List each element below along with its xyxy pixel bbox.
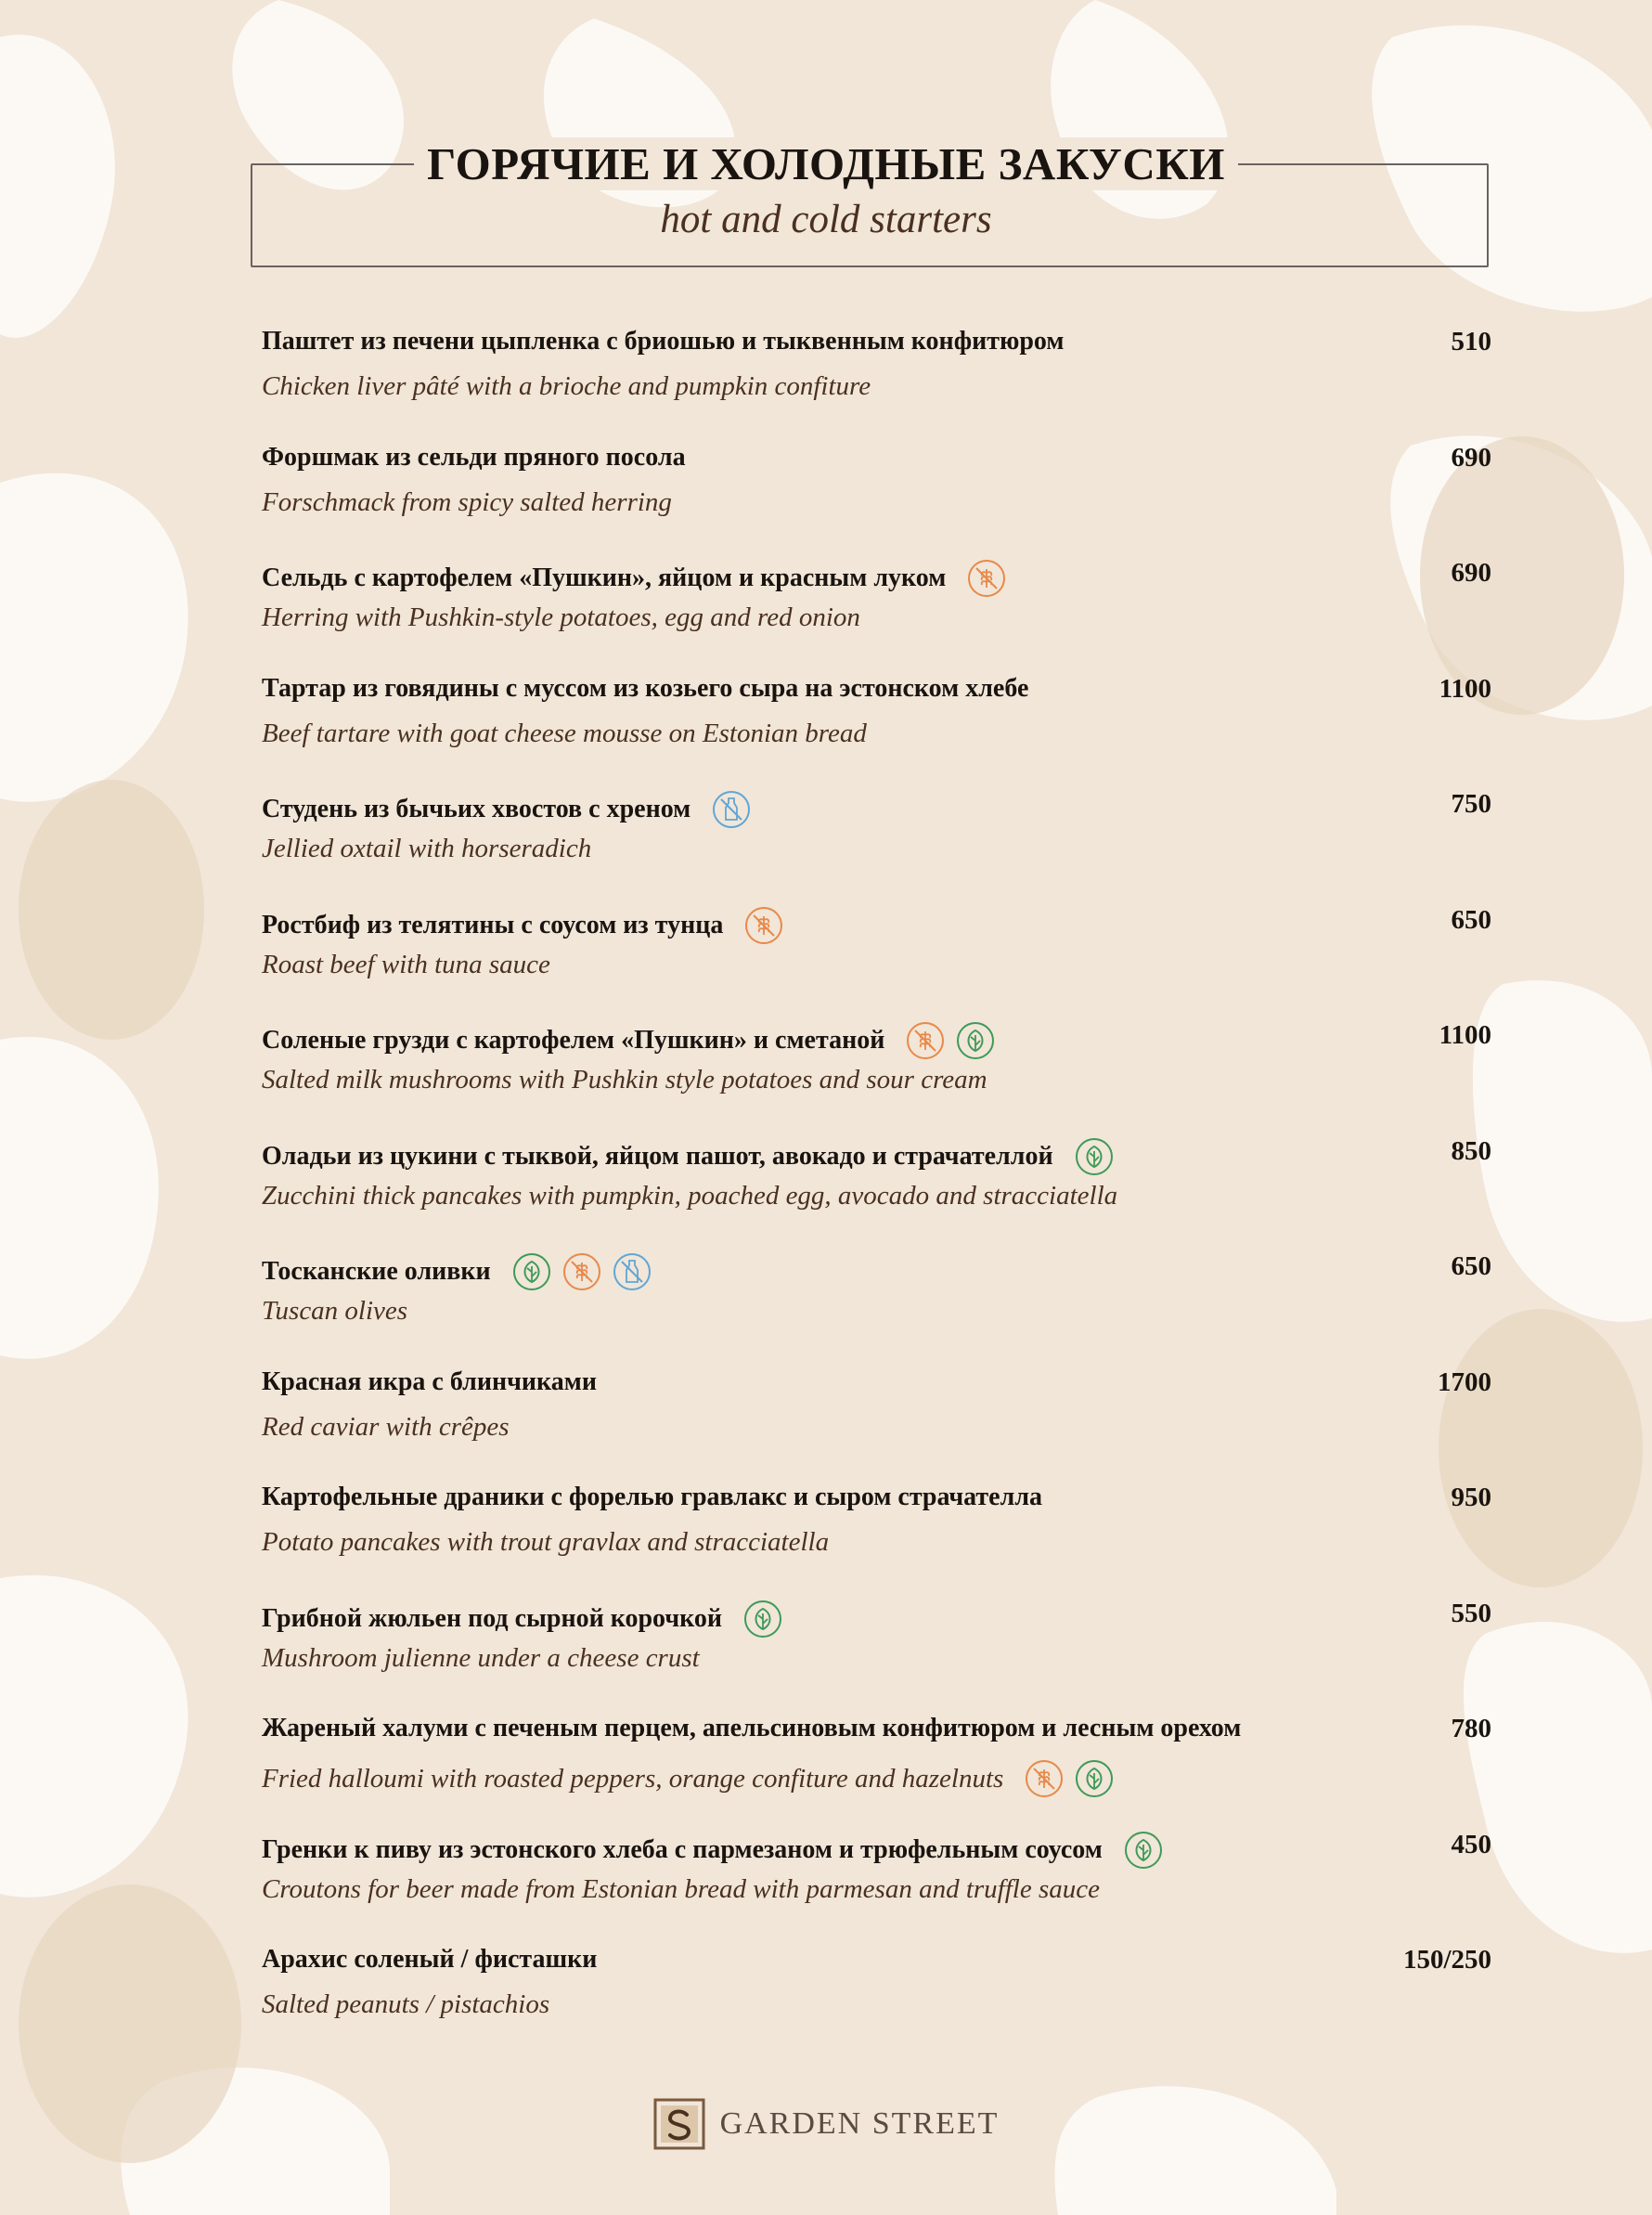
garden-street-logo-icon: [653, 2098, 705, 2150]
vegetarian-icon: [1123, 1830, 1164, 1871]
gluten-free-icon: [561, 1251, 602, 1292]
menu-item-price: 150/250: [1402, 1945, 1491, 1975]
menu-item-price: 650: [1451, 905, 1491, 935]
menu-item-description: [262, 1412, 510, 1443]
menu-item-name-ru: Студень из бычьих хвостов с хреном: [262, 795, 691, 823]
menu-item-price: 750: [1451, 789, 1491, 819]
menu-item-name-en: Mushroom julienne under a cheese crust: [262, 1643, 700, 1673]
menu-item-name-en: Salted milk mushrooms with Pushkin style potatoes and sour cream: [262, 1065, 987, 1095]
vegetarian-icon: [1074, 1758, 1115, 1799]
menu-item-name-en: Red caviar with crêpes: [262, 1412, 510, 1442]
menu-item-description: [262, 1758, 1115, 1799]
brand-name: GARDEN STREET: [719, 2106, 1000, 2141]
menu-item-name-en: Beef tartare with goat cheese mousse on Estonian bread: [262, 719, 867, 748]
menu-item-price: 950: [1451, 1483, 1491, 1512]
menu-item-name: [262, 327, 1064, 356]
lactose-free-icon: [711, 789, 752, 830]
menu-item-name-ru: Соленые грузди с картофелем «Пушкин» и сметаной: [262, 1026, 885, 1055]
menu-item-name-en: Croutons for beer made from Estonian bread with parmesan and truffle sauce: [262, 1874, 1100, 1904]
menu-item-description: [262, 1527, 829, 1558]
menu-item-name-en: Potato pancakes with trout gravlax and stracciatella: [262, 1527, 830, 1557]
menu-item-name-ru: Картофельные драники с форелью гравлакс и сыром страчателла: [262, 1483, 1043, 1511]
menu-item: [262, 1945, 1491, 2047]
menu-item-price: 690: [1451, 558, 1491, 588]
menu-item-price: 780: [1451, 1714, 1491, 1743]
dietary-icons: [742, 1599, 783, 1639]
vegetarian-icon: [1074, 1136, 1115, 1177]
menu-item-name-en: Fried halloumi with roasted peppers, orange confiture and hazelnuts: [262, 1763, 1004, 1794]
menu-item: [262, 789, 1491, 891]
menu-item-description: [262, 1643, 700, 1674]
menu-item-name-ru: Паштет из печени цыпленка с бриошью и тыквенным конфитюром: [262, 327, 1065, 356]
menu-item: [262, 1599, 1491, 1701]
menu-item-description: [262, 371, 871, 402]
menu-item-name: [262, 1251, 652, 1292]
menu-item: [262, 1136, 1491, 1238]
menu-item-name: [262, 674, 1028, 704]
menu-item-name-en: Salted peanuts / pistachios: [262, 1989, 550, 2019]
dietary-icons: [1074, 1136, 1115, 1177]
gluten-free-icon: [905, 1020, 946, 1061]
menu-item: [262, 1020, 1491, 1122]
menu-item-name-en: Jellied oxtail with horseradich: [262, 834, 592, 863]
menu-item-name: [262, 1020, 996, 1061]
menu-item-name-ru: Грибной жюльен под сырной корочкой: [262, 1604, 723, 1633]
menu-item-description: [262, 950, 550, 980]
menu-item-price: 1700: [1438, 1367, 1491, 1397]
menu-item: [262, 1714, 1491, 1816]
menu-item-name-en: Tuscan olives: [262, 1296, 408, 1326]
menu-item-name-en: Forschmack from spicy salted herring: [262, 487, 672, 517]
menu-item-price: 450: [1451, 1830, 1491, 1859]
menu-item-name-en: Roast beef with tuna sauce: [262, 950, 550, 979]
dietary-icons: [1024, 1758, 1115, 1799]
menu-item-description: [262, 1181, 1117, 1211]
menu-item-description: [262, 834, 591, 864]
gluten-free-icon: [743, 905, 784, 946]
dietary-icons: [511, 1251, 652, 1292]
menu-item-name: [262, 905, 784, 946]
menu-item-description: [262, 1874, 1100, 1905]
menu-item-description: [262, 1065, 987, 1095]
menu-item-name: [262, 789, 752, 830]
menu-item: [262, 327, 1491, 429]
menu-item-name-en: Zucchini thick pancakes with pumpkin, poached egg, avocado and stracciatella: [262, 1181, 1118, 1211]
menu-item-name-ru: Жареный халуми с печеным перцем, апельсиновым конфитюром и лесным орехом: [262, 1714, 1242, 1742]
menu-item-price: 690: [1451, 443, 1491, 473]
menu-item-description: [262, 719, 867, 749]
menu-item: [262, 674, 1491, 776]
menu-item-name-ru: Арахис соленый / фисташки: [262, 1945, 598, 1974]
menu-item-name: [262, 1136, 1115, 1177]
menu-item-name: [262, 1483, 1042, 1512]
title-ru-wrap: [0, 137, 1652, 190]
menu-item-description: [262, 1296, 407, 1327]
menu-item-name: [262, 1714, 1241, 1743]
menu-item-name: [262, 1945, 597, 1975]
footer: [0, 2098, 1652, 2150]
menu-item-name-ru: Ростбиф из телятины с соусом из тунца: [262, 911, 724, 939]
menu-item-name: [262, 1599, 783, 1639]
menu-item: [262, 1251, 1491, 1354]
menu-item-name-ru: Гренки к пиву из эстонского хлеба с пармезаном и трюфельным соусом: [262, 1835, 1103, 1864]
gluten-free-icon: [1024, 1758, 1065, 1799]
menu-item-name-ru: Тосканские оливки: [262, 1257, 491, 1286]
menu-item-description: [262, 487, 672, 518]
menu-item-name: [262, 443, 686, 473]
menu-item-name-ru: Красная икра с блинчиками: [262, 1367, 597, 1396]
menu-item-description: [262, 602, 860, 633]
dietary-icons: [905, 1020, 996, 1061]
menu-item: [262, 558, 1491, 660]
menu-item-name: [262, 558, 1007, 599]
gluten-free-icon: [966, 558, 1007, 599]
vegetarian-icon: [742, 1599, 783, 1639]
menu-item: [262, 1367, 1491, 1470]
menu-item-price: 550: [1451, 1599, 1491, 1628]
page-title: ГОРЯЧИЕ И ХОЛОДНЫЕ ЗАКУСКИ: [414, 137, 1238, 190]
menu-item-name-ru: Сельдь с картофелем «Пушкин», яйцом и красным луком: [262, 563, 947, 592]
menu-item-name: [262, 1367, 597, 1397]
dietary-icons: [743, 905, 784, 946]
vegetarian-icon: [511, 1251, 552, 1292]
dietary-icons: [966, 558, 1007, 599]
lactose-free-icon: [612, 1251, 652, 1292]
menu-item-name-en: Chicken liver pâté with a brioche and pumpkin confiture: [262, 371, 871, 401]
page-subtitle: hot and cold starters: [660, 198, 992, 241]
menu-item: [262, 443, 1491, 545]
menu-item-price: 850: [1451, 1136, 1491, 1166]
dietary-icons: [711, 789, 752, 830]
menu-item-price: 510: [1451, 327, 1491, 356]
menu-item-price: 1100: [1439, 1020, 1491, 1050]
dietary-icons: [1123, 1830, 1164, 1871]
menu-item-name: [262, 1830, 1164, 1871]
menu-item-price: 1100: [1439, 674, 1491, 704]
menu-item-description: [262, 1989, 549, 2020]
menu-item: [262, 905, 1491, 1007]
menu-item-name-en: Herring with Pushkin-style potatoes, egg and red onion: [262, 602, 860, 632]
menu-item-name-ru: Тартар из говядины с муссом из козьего сыра на эстонском хлебе: [262, 674, 1029, 703]
menu-item: [262, 1483, 1491, 1585]
vegetarian-icon: [955, 1020, 996, 1061]
menu-item-name-ru: Оладьи из цукини с тыквой, яйцом пашот, авокадо и страчателлой: [262, 1142, 1053, 1171]
menu-item: [262, 1830, 1491, 1932]
menu-item-name-ru: Форшмак из сельди пряного посола: [262, 443, 686, 472]
menu-item-price: 650: [1451, 1251, 1491, 1281]
